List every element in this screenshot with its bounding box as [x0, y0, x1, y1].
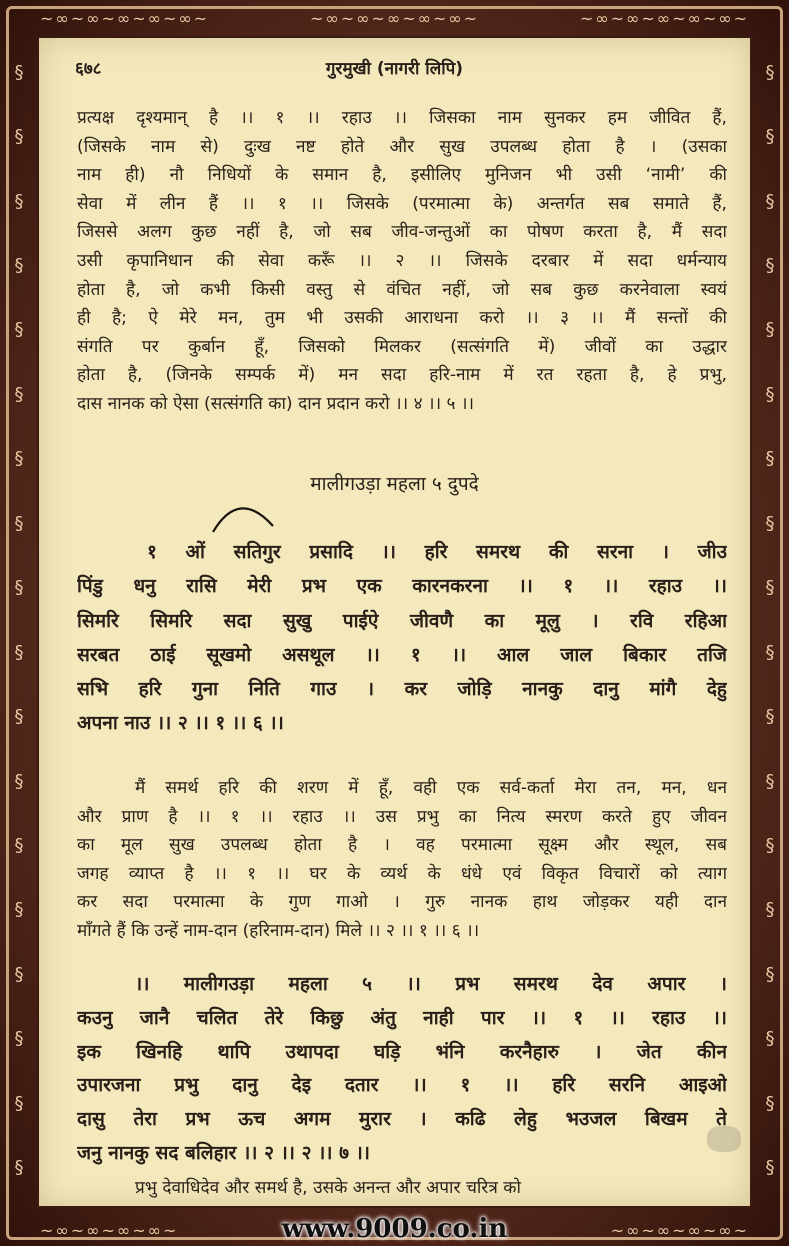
verse-line: सिमरि सिमरि सदा सुखु पाईऐ जीवणै का मूलु । रवि रहिआ	[77, 609, 727, 632]
frame-ornament-right: § § § § § § § § § § § § § § § § § §	[765, 61, 775, 1179]
verse-line: जनु नानकु सद बलिहार ।। २ ।। २ ।। ७ ।।	[77, 1141, 371, 1164]
text-line: उसी कृपानिधान की सेवा करूँ ।। २ ।। जिसके दरबार में सदा धर्मन्याय	[77, 250, 727, 271]
text-line: का मूल सुख उपलब्ध होता है । वह परमात्मा सूक्ष्म और स्थूल, सब	[77, 835, 727, 856]
text-line: सेवा में लीन हैं ।। १ ।। जिसके (परमात्मा के) अन्तर्गत सब समाते हैं,	[77, 193, 727, 214]
text-line: माँगते हैं कि उन्हें नाम-दान (हरिनाम-दान) मिले ।। २ ।। १ ।। ६ ।।	[77, 920, 480, 941]
gurbani-verse-2	[77, 968, 727, 1171]
verse-line: सरबत ठाई सूखमो असथूल ।। १ ।। आल जाल बिकार तजि	[77, 643, 727, 666]
verse-line: दासु तेरा प्रभ ऊच अगम मुरार । कढि लेहु भउजल बिखम ते	[77, 1108, 727, 1131]
verse-line: इक खिनहि थापि उथापदा घड़ि भंनि करनैहारु । जेत कीन	[77, 1040, 727, 1063]
paper-smudge	[707, 1126, 741, 1152]
text-line: और प्राण है ।। १ ।। रहाउ ।। उस प्रभु का नित्य स्मरण करते हुए जीवन	[77, 806, 727, 827]
running-title: गुरमुखी (नागरी लिपि)	[325, 59, 464, 79]
frame-ornament-bottom: ~∞~∞~∞~∞~ ~∞~∞~∞~∞~	[40, 1220, 749, 1240]
verse-line: उपारजना प्रभु दानु देइ दतार ।। १ ।। हरि सरनि आइओ	[77, 1074, 727, 1097]
page-number: ६७८	[75, 59, 102, 79]
page-header	[39, 56, 750, 82]
text-line: संगति पर कुर्बान हूँ, जिसको मिलकर (सत्संगति में) जीवों का उद्धार	[77, 336, 727, 357]
verse-line: कउनु जानै चलित तेरे किछु अंतु नाही पार ।। १ ।। रहाउ ।।	[77, 1006, 727, 1029]
verse-line: १ ओं सतिगुर प्रसादि ।। हरि समरथ की सरना । जीउ	[147, 541, 727, 563]
verse-line: ।। मालीगउड़ा महला ५ ।। प्रभ समरथ देव अपार ।	[135, 973, 727, 995]
book-page	[37, 36, 752, 1208]
text-line: दास नानक को ऐसा (सत्संगति का) दान प्रदान करो ।। ४ ।। ५ ।।	[77, 393, 474, 414]
translation-paragraph-2	[77, 774, 727, 946]
verse-line: पिंडु धनु रासि मेरी प्रभ एक कारनकरना ।। १ ।। रहाउ ।।	[77, 575, 727, 598]
text-line: कर सदा परमात्मा के गुण गाओ । गुरु नानक हाथ जोड़कर यही दान	[77, 892, 727, 913]
text-line: ही है; ऐ मेरे मन, तुम भी उसकी आराधना करो ।। ३ ।। मैं सन्तों की	[77, 308, 727, 329]
translation-paragraph-1	[77, 104, 727, 419]
text-line: (जिसके नाम से) दुःख नष्ट होते और सुख उपलब्ध होता है । (उसका	[77, 136, 727, 157]
text-line: जिससे अलग कुछ नहीं है, जो सब जीव-जन्तुओं का पोषण करता है, मैं सदा	[77, 222, 727, 243]
gurbani-verse-1	[77, 535, 727, 741]
text-line: प्रभु देवाधिदेव और समर्थ है, उसके अनन्त और अपार चरित्र को	[135, 1178, 521, 1198]
verse-line: सभि हरि गुना निति गाउ । कर जोड़ि नानकु दानु मांगै देहु	[77, 678, 727, 701]
section-heading: मालीगउड़ा महला ५ दुपदे	[310, 473, 479, 495]
frame-ornament-top: ~∞~∞~∞~∞~∞~ ~∞~∞~∞~∞~∞~ ~∞~∞~∞~∞~∞~	[40, 8, 749, 28]
translation-paragraph-3	[77, 1174, 727, 1202]
text-line: जगह व्याप्त है ।। १ ।। घर के व्यर्थ के धंधे एवं विकृत विचारों को त्याग	[77, 863, 727, 884]
text-line: होता है, जो कभी किसी वस्तु से वंचित नहीं, जो सब कुछ करनेवाला स्वयं	[77, 279, 727, 300]
handwritten-arc-mark	[209, 496, 279, 536]
watermark-url: www.9009.co.in	[281, 1214, 508, 1244]
text-line: मैं समर्थ हरि की शरण में हूँ, वही एक सर्व-कर्ता मेरा तन, मन, धन	[135, 778, 727, 798]
text-line: नाम ही) नौ निधियों के समान है, इसीलिए मुनिजन भी उसी ‘नामी’ की	[77, 165, 727, 186]
text-line: होता है, (जिनके सम्पर्क में) मन सदा हरि-नाम में रत रहता है, हे प्रभु,	[77, 365, 727, 386]
verse-line: अपना नाउ ।। २ ।। १ ।। ६ ।।	[77, 712, 284, 735]
frame-ornament-left: § § § § § § § § § § § § § § § § § §	[14, 61, 24, 1179]
text-line: प्रत्यक्ष दृश्यमान् है ।। १ ।। रहाउ ।। जिसका नाम सुनकर हम जीवित हैं,	[77, 108, 727, 128]
